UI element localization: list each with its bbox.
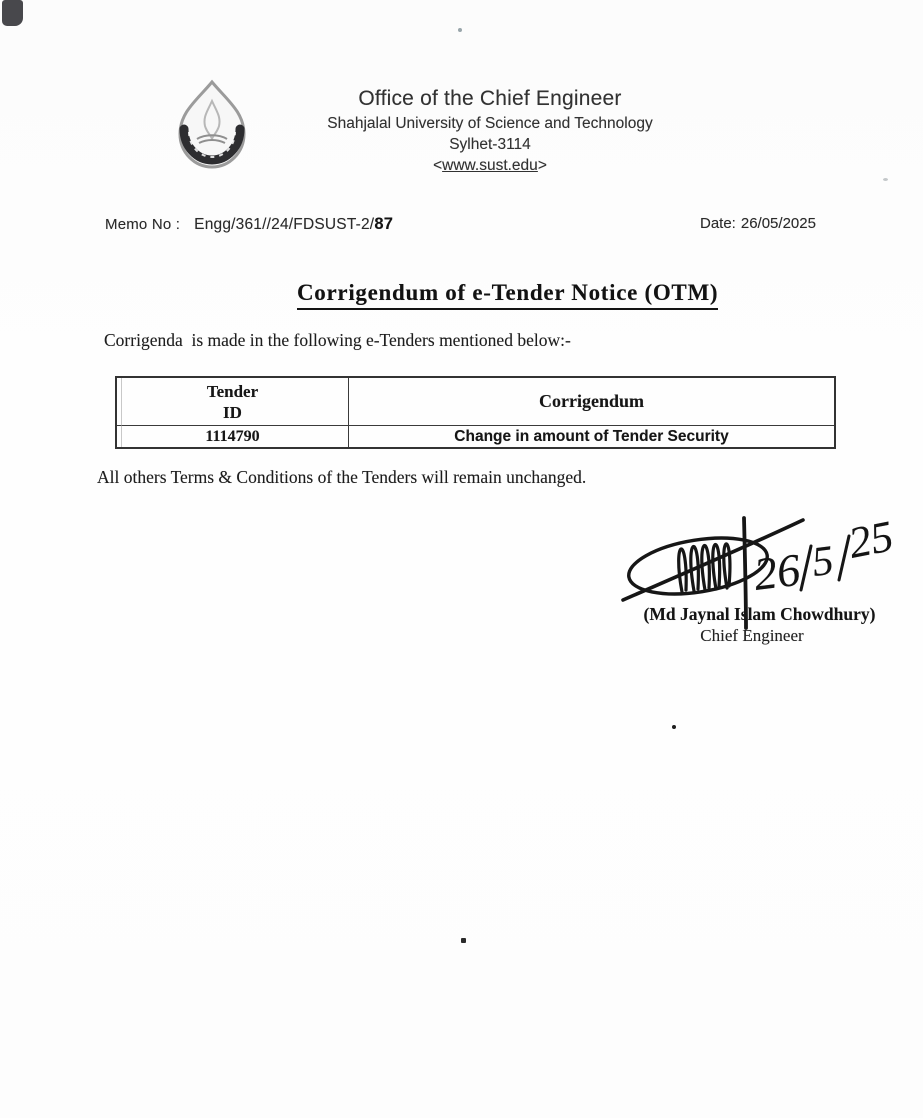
handwritten-day: 26 <box>751 543 803 600</box>
website-bracket-open: < <box>433 157 443 174</box>
intro-paragraph: Corrigenda is made in the following e-Tenders mentioned below:- <box>104 330 571 350</box>
scan-speck <box>458 28 462 32</box>
memo-number-suffix: 87 <box>374 215 394 233</box>
memo-number-line <box>105 215 393 234</box>
letterhead-website <box>250 157 730 175</box>
handwritten-year: 25 <box>844 511 898 568</box>
table-header-row <box>117 378 834 425</box>
cell-tender-id: 1114790 <box>117 425 349 447</box>
letterhead-address: Sylhet-3114 <box>449 136 531 153</box>
memo-label: Memo No : <box>105 216 181 233</box>
header-tender: Tender <box>206 381 259 401</box>
date-line <box>700 215 816 232</box>
letterhead-office: Office of the Chief Engineer <box>358 87 622 110</box>
memo-number: Engg/361//24/FDSUST-2/ <box>194 216 375 233</box>
header-id: ID <box>223 402 242 422</box>
handwritten-month: 5 <box>809 537 837 586</box>
signatory-name: (Md Jaynal Islam Chowdhury) <box>643 604 876 624</box>
handwritten-date <box>751 511 897 600</box>
scan-speck <box>883 178 888 181</box>
date-label: Date: <box>700 215 736 232</box>
date-value: 26/05/2025 <box>740 215 816 232</box>
cell-corrigendum: Change in amount of Tender Security <box>349 425 834 447</box>
corrigendum-table <box>115 376 836 449</box>
document-title: Corrigendum of e-Tender Notice (OTM) <box>297 280 718 310</box>
website-bracket-close: > <box>537 157 547 174</box>
scan-corner-artifact <box>2 0 23 26</box>
table-row <box>117 425 834 447</box>
letterhead-university: Shahjalal University of Science and Technology <box>327 115 653 132</box>
scan-speck <box>672 725 676 729</box>
signatory-designation: Chief Engineer <box>700 626 804 645</box>
closing-paragraph: All others Terms & Conditions of the Tenders will remain unchanged. <box>97 467 587 487</box>
sust-logo <box>167 79 257 171</box>
website-url: www.sust.edu <box>442 157 538 174</box>
scan-speck <box>461 938 466 943</box>
table-header-tender-id <box>117 378 349 425</box>
table-header-corrigendum: Corrigendum <box>539 391 644 411</box>
